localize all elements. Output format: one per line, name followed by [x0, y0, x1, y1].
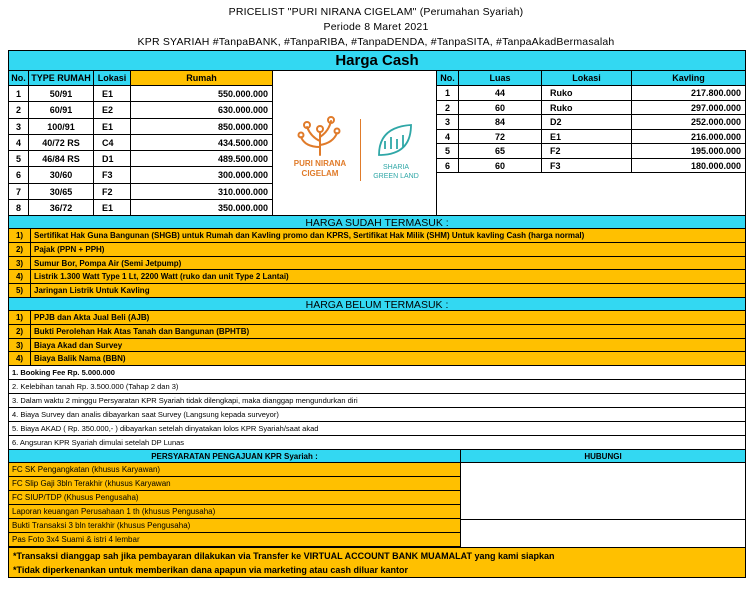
belum-item-no: 4) [9, 352, 31, 366]
persyaratan-text: Laporan keuangan Perusahaan 1 th (khusus Pengusaha) [12, 507, 216, 516]
termasuk-item-text: Sertifikat Hak Guna Bangunan (SHGB) untuk Rumah dan Kavling promo dan KPRS, Sertifikat Hak Milik (SHM) Untuk kavling Cash (harga normal) [34, 231, 585, 240]
logo-divider [360, 119, 361, 181]
note-row [9, 394, 745, 408]
rumah-row-lokasi: D1 [94, 151, 131, 167]
belum-item-no: 1) [9, 311, 31, 325]
kavling-row-no: 2 [437, 101, 459, 116]
hubungi-title: HUBUNGI [461, 449, 745, 463]
belum-list [9, 311, 745, 366]
belum-item [9, 311, 745, 325]
logo-panel [273, 71, 437, 216]
rumah-row-type: 50/91 [29, 86, 94, 102]
kavling-row-lokasi: E1 [542, 130, 632, 145]
persyaratan-row [9, 491, 460, 505]
kavling-header-harga: Kavling [632, 71, 745, 86]
kavling-row-harga: 195.000.000 [632, 144, 745, 159]
rumah-row-lokasi: E1 [94, 119, 131, 135]
kavling-row-no: 3 [437, 115, 459, 130]
rumah-row-no: 7 [9, 184, 29, 200]
kavling-row-lokasi: F3 [542, 159, 632, 174]
persyaratan-list [9, 463, 461, 547]
rumah-row-type: 30/65 [29, 184, 94, 200]
belum-item-text: Biaya Balik Nama (BBN) [34, 354, 126, 364]
note-row [9, 408, 745, 422]
rumah-row-harga: 489.500.000 [131, 151, 273, 167]
section-title: Harga Cash [9, 51, 745, 71]
footer-text: *Transaksi dianggap sah jika pembayaran dilakukan via Transfer ke VIRTUAL ACCOUNT BANK MUAMALAT yang kami siapkan [13, 551, 555, 561]
belum-item-no: 2) [9, 325, 31, 339]
rumah-table [9, 86, 273, 216]
kavling-row-luas: 60 [459, 159, 542, 174]
footer-text: *Tidak diperkenankan untuk memberikan dana apapun via marketing atau cash diluar kantor [13, 565, 408, 575]
kavling-row-no: 5 [437, 144, 459, 159]
rumah-row-no: 3 [9, 119, 29, 135]
termasuk-item-no: 1) [9, 229, 31, 243]
kavling-row-harga: 217.800.000 [632, 86, 745, 101]
belum-title: HARGA BELUM TERMASUK : [9, 297, 745, 311]
logo-greenland: GREEN LAND [373, 173, 419, 180]
kavling-row-no: 6 [437, 159, 459, 174]
kavling-row-lokasi: F2 [542, 144, 632, 159]
rumah-row-harga: 434.500.000 [131, 135, 273, 151]
rumah-row-no: 6 [9, 167, 29, 183]
note-row [9, 436, 745, 450]
rumah-row-harga: 630.000.000 [131, 102, 273, 118]
rumah-row-lokasi: F3 [94, 167, 131, 183]
persyaratan-row [9, 477, 460, 491]
note-row [9, 366, 745, 380]
pricelist-sheet [8, 50, 746, 578]
persyaratan-text: FC SK Pengangkatan (khusus Karyawan) [12, 465, 161, 474]
kavling-row-lokasi: Ruko [542, 101, 632, 116]
belum-item [9, 325, 745, 339]
rumah-row-lokasi: E1 [94, 200, 131, 216]
footer-notes [9, 547, 745, 578]
termasuk-item-no: 3) [9, 257, 31, 271]
termasuk-item-no: 5) [9, 284, 31, 298]
persyaratan-text: Bukti Transaksi 3 bln terakhir (khusus Pengusaha) [12, 521, 191, 530]
rumah-header [9, 71, 273, 86]
kavling-row-no: 4 [437, 130, 459, 145]
rumah-row-harga: 850.000.000 [131, 119, 273, 135]
persyaratan-text: FC Slip Gaji 3bln Terakhir (khusus Karyawan [12, 479, 171, 488]
period-text: Periode 8 Maret 2021 [323, 21, 429, 33]
note-text: 5. Biaya AKAD ( Rp. 350.000,- ) dibayarkan setelah dinyatakan lolos KPR Syariah/saat akad [12, 424, 319, 433]
termasuk-item-no: 2) [9, 243, 31, 257]
rumah-row-type: 36/72 [29, 200, 94, 216]
rumah-row-type: 60/91 [29, 102, 94, 118]
note-text: 6. Angsuran KPR Syariah dimulai setelah DP Lunas [12, 438, 185, 447]
kavling-row-no: 1 [437, 86, 459, 101]
rumah-row-harga: 300.000.000 [131, 167, 273, 183]
rumah-row-type: 46/84 RS [29, 151, 94, 167]
rumah-row-no: 2 [9, 102, 29, 118]
rumah-row-lokasi: C4 [94, 135, 131, 151]
persyaratan-text: FC SIUP/TDP (Khusus Pengusaha) [12, 493, 139, 502]
rumah-header-harga: Rumah [131, 71, 273, 86]
kavling-row-luas: 84 [459, 115, 542, 130]
kavling-row-luas: 72 [459, 130, 542, 145]
persyaratan-row [9, 533, 460, 547]
termasuk-item [9, 229, 745, 243]
termasuk-item [9, 243, 745, 257]
kavling-row-lokasi: Ruko [542, 86, 632, 101]
page-title: PRICELIST "PURI NIRANA CIGELAM" (Perumahan Syariah) [228, 6, 524, 18]
belum-item-text: PPJB dan Akta Jual Beli (AJB) [34, 313, 150, 322]
persyaratan-title: PERSYARATAN PENGAJUAN KPR Syariah : [9, 449, 461, 463]
hubungi-box [461, 463, 745, 547]
termasuk-item [9, 257, 745, 271]
termasuk-item [9, 270, 745, 284]
kavling-header-lokasi: Lokasi [542, 71, 632, 86]
termasuk-item-text: Listrik 1.300 Watt Type 1 Lt, 2200 Watt (ruko dan unit Type 2 Lantai) [34, 272, 289, 282]
kavling-table [437, 86, 745, 216]
kavling-row-harga: 252.000.000 [632, 115, 745, 130]
kavling-row-harga: 180.000.000 [632, 159, 745, 174]
rumah-row-lokasi: E2 [94, 102, 131, 118]
belum-item-no: 3) [9, 339, 31, 353]
note-row [9, 380, 745, 394]
termasuk-item [9, 284, 745, 298]
rumah-row-lokasi: F2 [94, 184, 131, 200]
rumah-row-lokasi: E1 [94, 86, 131, 102]
kavling-header-luas: Luas [459, 71, 542, 86]
note-text: 1. Booking Fee Rp. 5.000.000 [12, 368, 115, 377]
termasuk-list [9, 229, 745, 298]
kavling-row-luas: 65 [459, 144, 542, 159]
rumah-row-harga: 550.000.000 [131, 86, 273, 102]
tags-text: KPR SYARIAH #TanpaBANK, #TanpaRIBA, #TanpaDENDA, #TanpaSITA, #TanpaAkadBermasalah [137, 36, 615, 48]
note-text: 3. Dalam waktu 2 minggu Persyaratan KPR Syariah tidak dilengkapi, maka dianggap mengundurkan diri [12, 396, 358, 405]
rumah-header-type: TYPE RUMAH [29, 71, 94, 86]
notes-list [9, 365, 745, 449]
termasuk-item-text: Jaringan Listrik Untuk Kavling [34, 286, 150, 296]
rumah-header-no: No. [9, 71, 29, 86]
rumah-row-type: 40/72 RS [29, 135, 94, 151]
persyaratan-row [9, 505, 460, 519]
tree-logo-icon [293, 115, 347, 157]
rumah-row-no: 1 [9, 86, 29, 102]
sharia-leaf-icon [373, 119, 417, 163]
belum-item-text: Bukti Perolehan Hak Atas Tanah dan Bangunan (BPHTB) [34, 326, 250, 336]
termasuk-item-text: Sumur Bor, Pompa Air (Semi Jetpump) [34, 258, 182, 268]
rumah-row-harga: 350.000.000 [131, 200, 273, 216]
logo-name-line1: PURI NIRANA [293, 159, 347, 168]
kavling-row-harga: 216.000.000 [632, 130, 745, 145]
termasuk-item-no: 4) [9, 270, 31, 284]
rumah-row-harga: 310.000.000 [131, 184, 273, 200]
kavling-header [437, 71, 745, 86]
kavling-row-luas: 60 [459, 101, 542, 116]
persyaratan-text: Pas Foto 3x4 Suami & istri 4 lembar [12, 535, 140, 544]
rumah-row-no: 8 [9, 200, 29, 216]
note-text: 2. Kelebihan tanah Rp. 3.500.000 (Tahap 2 dan 3) [12, 382, 179, 391]
persyaratan-row [9, 463, 460, 477]
rumah-header-lokasi: Lokasi [94, 71, 131, 86]
belum-item [9, 339, 745, 353]
kavling-row-luas: 44 [459, 86, 542, 101]
rumah-row-type: 30/60 [29, 167, 94, 183]
kavling-row-lokasi: D2 [542, 115, 632, 130]
rumah-row-type: 100/91 [29, 119, 94, 135]
termasuk-title: HARGA SUDAH TERMASUK : [9, 215, 745, 229]
kavling-row-harga: 297.000.000 [632, 101, 745, 116]
kavling-header-no: No. [437, 71, 459, 86]
persyaratan-row [9, 519, 460, 533]
rumah-row-no: 4 [9, 135, 29, 151]
note-text: 4. Biaya Survey dan analis dibayarkan saat Survey (Langsung kepada surveyor) [12, 410, 279, 419]
logo-name-line2: CIGELAM [301, 169, 339, 178]
kavling-empty-area [437, 173, 745, 216]
belum-item-text: Biaya Akad dan Survey [34, 340, 123, 350]
note-row [9, 422, 745, 436]
termasuk-item-text: Pajak (PPN + PPH) [34, 244, 105, 254]
logo-sharia: SHARIA [382, 164, 410, 171]
rumah-row-no: 5 [9, 151, 29, 167]
